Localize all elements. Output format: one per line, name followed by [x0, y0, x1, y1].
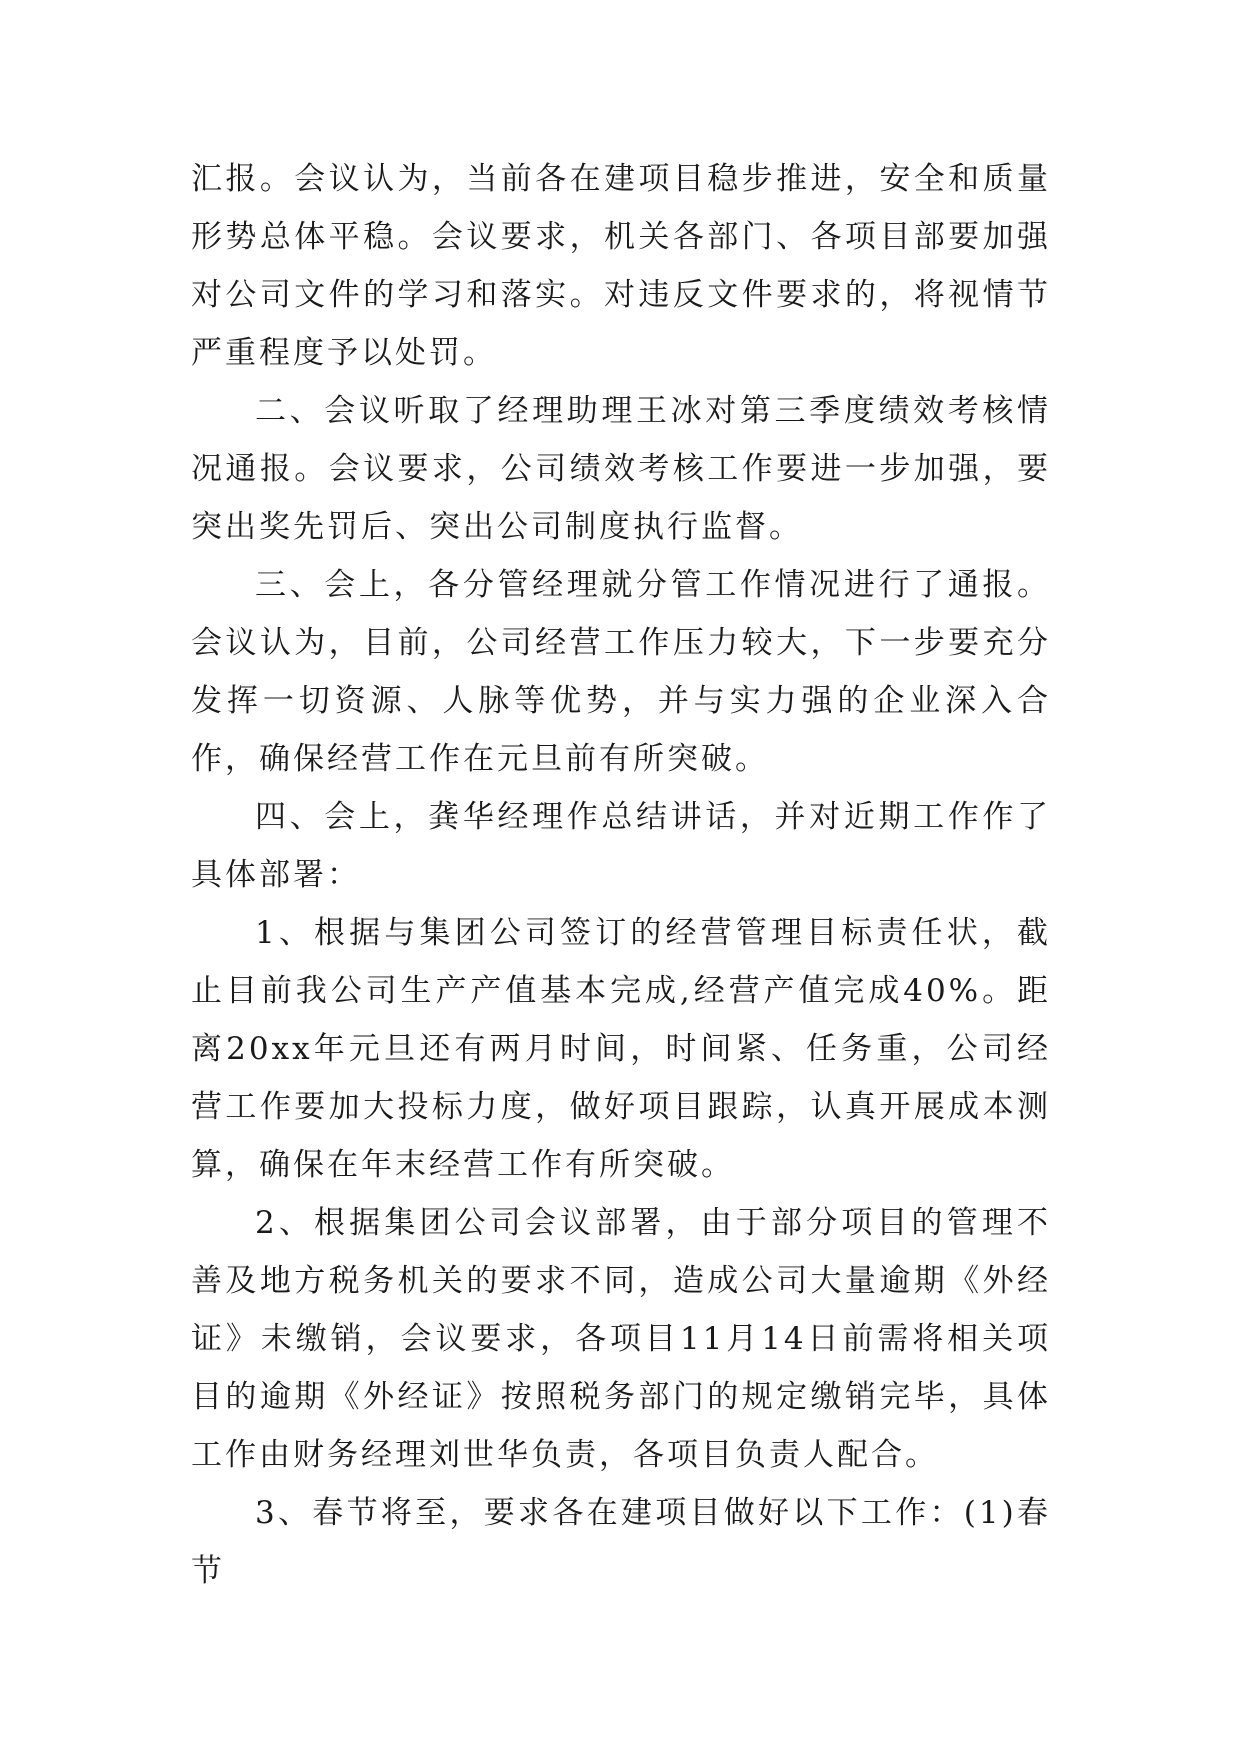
paragraph-subitem-3: 3、春节将至，要求各在建项目做好以下工作：(1)春节 — [191, 1495, 1051, 1589]
paragraph-item-4: 四、会上，龚华经理作总结讲话，并对近期工作作了具体部署： — [191, 799, 1051, 893]
paragraph-continuation: 汇报。会议认为，当前各在建项目稳步推进，安全和质量形势总体平稳。会议要求，机关各部门、各项目部要加强对公司文件的学习和落实。对违反文件要求的，将视情节严重程度予以处罚。 — [191, 161, 1051, 371]
paragraph-item-2: 二、会议听取了经理助理王冰对第三季度绩效考核情况通报。会议要求，公司绩效考核工作要进一步加强，要突出奖先罚后、突出公司制度执行监督。 — [191, 393, 1051, 545]
document-body — [191, 150, 1051, 1600]
paragraph-item-3: 三、会上，各分管经理就分管工作情况进行了通报。会议认为，目前，公司经营工作压力较大，下一步要充分发挥一切资源、人脉等优势，并与实力强的企业深入合作，确保经营工作在元旦前有所突破。 — [191, 567, 1051, 777]
paragraph-subitem-1: 1、根据与集团公司签订的经营管理目标责任状，截止目前我公司生产产值基本完成,经营产值完成40%。距离20xx年元旦还有两月时间，时间紧、任务重，公司经营工作要加大投标力度，做好项目跟踪，认真开展成本测算，确保在年末经营工作有所突破。 — [191, 915, 1051, 1183]
paragraph-subitem-2: 2、根据集团公司会议部署，由于部分项目的管理不善及地方税务机关的要求不同，造成公司大量逾期《外经证》未缴销，会议要求，各项目11月14日前需将相关项目的逾期《外经证》按照税务部门的规定缴销完毕，具体工作由财务经理刘世华负责，各项目负责人配合。 — [191, 1205, 1051, 1473]
